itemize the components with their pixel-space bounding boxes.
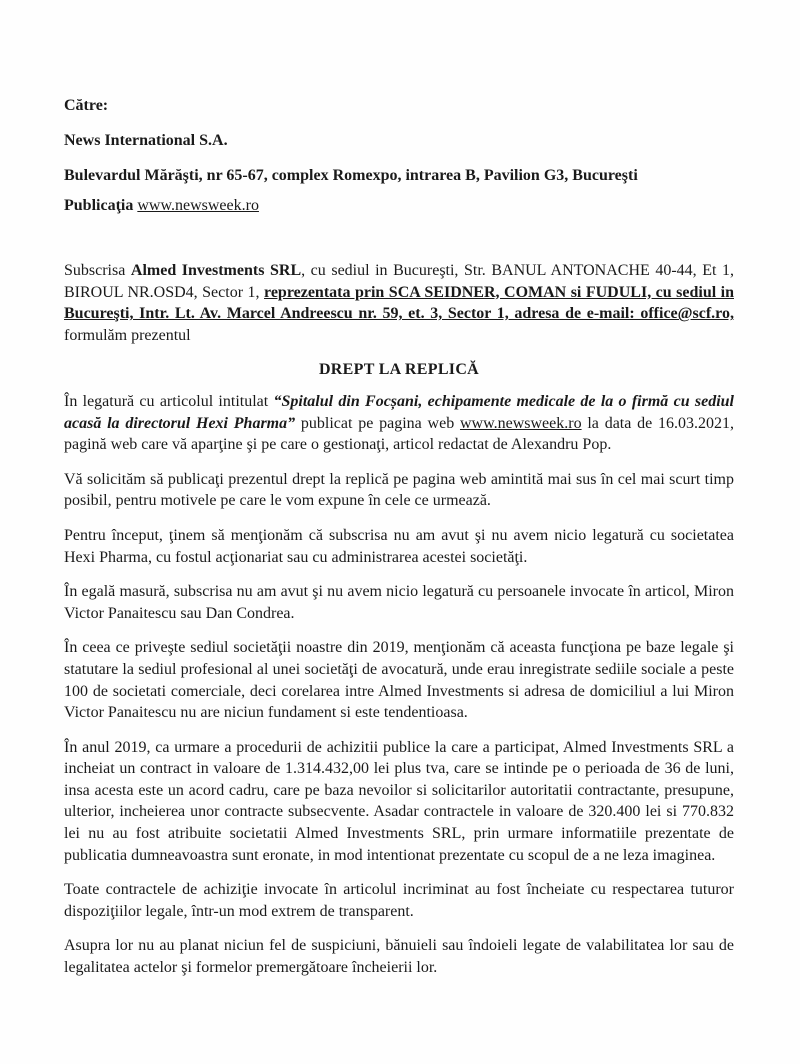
publication-line bbox=[64, 196, 259, 216]
request-paragraph: Vă solicităm să publicaţi prezentul drept la replică pe pagina web amintită mai sus în cel mai scurt timp posibil, pentru motivele pe care le vom expune în cele ce urmează. bbox=[64, 470, 734, 510]
no-suspicion-paragraph: Asupra lor nu au planat niciun fel de suspiciuni, bănuieli sau îndoieli legate de valabilitatea lor sau de legalitatea actelor şi formelor premergătoare încheierii lor. bbox=[64, 937, 734, 977]
publication-label: Publicaţia bbox=[64, 197, 138, 214]
recipient-name: News International S.A. bbox=[64, 132, 228, 149]
article-paragraph bbox=[64, 391, 734, 456]
to-label: Către: bbox=[64, 97, 109, 114]
contract-paragraph: În anul 2019, ca urmare a procedurii de achizitii publice la care a participat, Almed Investments SRL a incheiat un contract in valoare de 1.314.432,00 lei plus tva, care se intinde pe o perioada de 36 de luni, insa acesta este un acord cadru, care pe baza nevoilor si solicitarilor autoritatii contractante, presupune, ulterior, incheierea unor contracte subsecvente. Asadar contractele in valoare de 320.400 lei si 770.832 lei nu au fost atribuite societatii Almed Investments SRL, prin urmare informatiile prezentate de publicatia dumneavoastra sunt eronate, in mod intentionat prezentate cu scopul de a ne leza imaginea. bbox=[64, 738, 734, 864]
headquarters-paragraph: În ceea ce priveşte sediul societăţii noastre din 2019, menţionăm că aceasta funcţiona pe baze legale şi statutare la sediul profesional al unei societăţi de avocatură, unde erau inregistrate sediile sociale a peste 100 de societati comerciale, deci corelarea intre Almed Investments si adresa de domiciliul a lui Miron Victor Panaitescu nu are niciun fundament si este tendentioasa. bbox=[64, 639, 734, 722]
company-name: Almed Investments SRL bbox=[130, 262, 302, 279]
article-title: “Spitalul din Focșani, echipamente medicale de la o firmă cu sediul acasă la directorul Hexi Pharma” bbox=[64, 392, 734, 432]
article-text-3: la data de 16.03.2021, pagină web care vă aparţine şi pe care o gestionaţi, articol redactat de Alexandru Pop. bbox=[64, 414, 734, 454]
article-text-2: publicat pe pagina web bbox=[295, 414, 460, 432]
representation-text: reprezentata prin SCA SEIDNER, COMAN si FUDULI, cu sediul in Bucureşti, Intr. Lt. Av. Marcel Andreescu nr. 59, et. 3, Sector 1, adresa de e-mail: office@scf.ro, bbox=[64, 283, 734, 323]
letter-body bbox=[64, 260, 734, 992]
intro-paragraph bbox=[64, 260, 734, 346]
no-link-persons-paragraph: În egală masură, subscrisa nu am avut şi nu avem nicio legatură cu persoanele invocate în articol, Miron Victor Panaitescu sau Dan Condrea. bbox=[64, 583, 734, 622]
article-text-1: În legatură cu articolul intitulat bbox=[64, 392, 274, 410]
no-link-hexi-paragraph: Pentru început, ţinem să menţionăm că subscrisa nu am avut şi nu avem nicio legatură cu societatea Hexi Pharma, cu fostul acţionariat sau cu administrarea acestei societăţi. bbox=[64, 526, 734, 566]
recipient-address: Bulevardul Mărăşti, nr 65-67, complex Romexpo, intrarea B, Pavilion G3, Bucureşti bbox=[64, 167, 638, 184]
intro-text-1: Subscrisa bbox=[64, 262, 131, 279]
legal-paragraph: Toate contractele de achiziţie invocate în articolul incriminat au fost încheiate cu respectarea tuturor dispoziţiilor legale, într-un mod extrem de transparent. bbox=[64, 881, 734, 920]
article-url-link[interactable]: www.newsweek.ro bbox=[459, 414, 582, 432]
publication-url-link[interactable]: www.newsweek.ro bbox=[137, 197, 259, 214]
document-title: DREPT LA REPLICĂ bbox=[318, 361, 480, 379]
intro-text-2: , cu sediul in Bucureşti, Str. BANUL ANTONACHE 40-44, Et 1, BIROUL NR.OSD4, Sector 1, bbox=[64, 262, 735, 301]
intro-text-3: formulăm prezentul bbox=[64, 326, 191, 344]
